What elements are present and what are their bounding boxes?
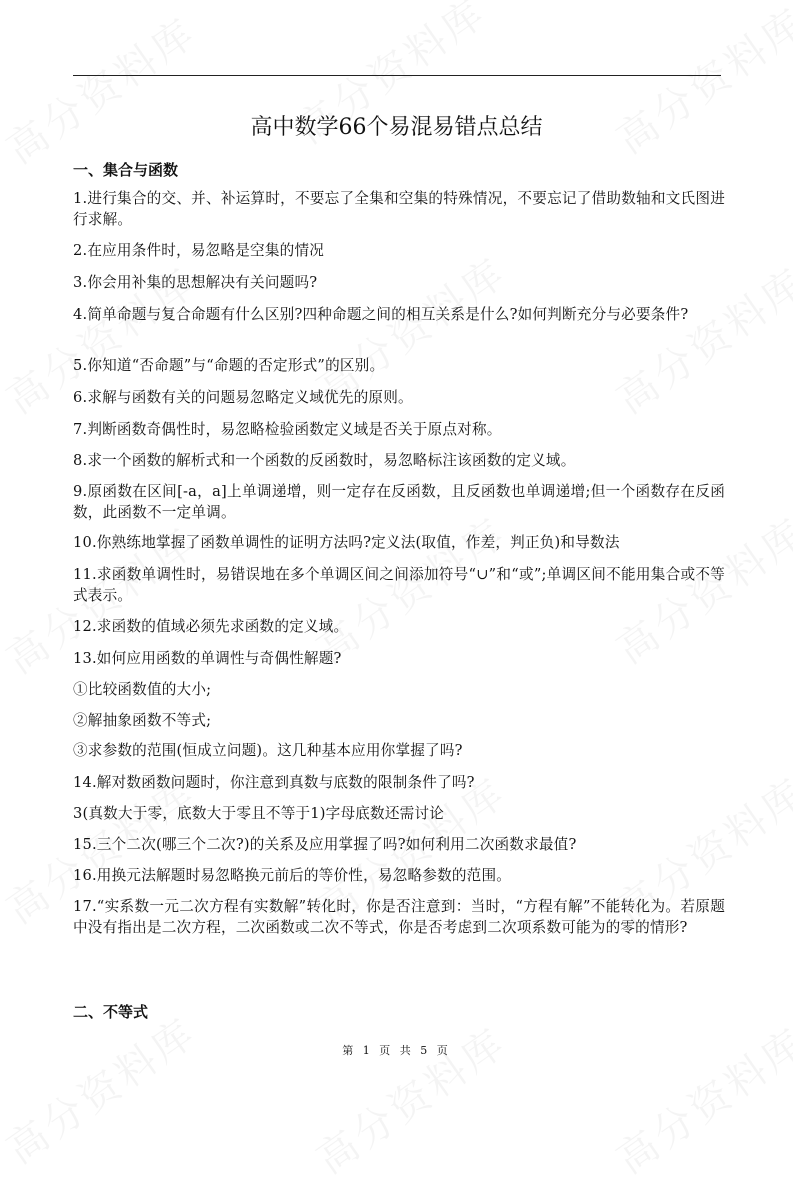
list-item: ②解抽象函数不等式; — [73, 712, 212, 729]
list-item: 8.求一个函数的解析式和一个函数的反函数时，易忽略标注该函数的定义域。 — [73, 452, 576, 469]
list-item: 4.简单命题与复合命题有什么区别?四种命题之间的相互关系是什么?如何判断充分与必要条件? — [73, 306, 689, 323]
list-item: 1.进行集合的交、并、补运算时，不要忘了全集和空集的特殊情况，不要忘记了借助数轴和文氏图进行求解。 — [73, 190, 725, 228]
list-item: ③求参数的范围(恒成立问题)。这几种基本应用你掌握了吗? — [73, 742, 463, 759]
list-item: 12.求函数的值域必须先求函数的定义域。 — [73, 618, 349, 635]
list-item: 9.原函数在区间[-a，a]上单调递增，则一定存在反函数，且反函数也单调递增;但一个函数存在反函数，此函数不一定单调。 — [73, 483, 725, 521]
page-title: 高中数学66个易混易错点总结 — [250, 115, 543, 140]
list-item: 10.你熟练地掌握了函数单调性的证明方法吗?定义法(取值，作差，判正负)和导数法 — [73, 534, 620, 551]
list-item: ①比较函数值的大小; — [73, 681, 212, 698]
list-item: 16.用换元法解题时易忽略换元前后的等价性，易忽略参数的范围。 — [73, 867, 512, 884]
list-item: 13.如何应用函数的单调性与奇偶性解题? — [73, 650, 342, 667]
list-item: 15.三个二次(哪三个二次?)的关系及应用掌握了吗?如何利用二次函数求最值? — [73, 836, 577, 853]
page-footer: 第 1 页 共 5 页 — [342, 1044, 451, 1057]
list-item: 11.求函数单调性时，易错误地在多个单调区间之间添加符号“∪”和“或”;单调区间不能用集合或不等式表示。 — [73, 566, 725, 604]
section-heading: 二、不等式 — [73, 1003, 149, 1021]
list-item: 3(真数大于零，底数大于零且不等于1)字母底数还需讨论 — [73, 805, 445, 822]
section-heading: 一、集合与函数 — [73, 161, 179, 179]
list-item: 5.你知道“否命题”与“命题的否定形式”的区别。 — [73, 357, 385, 374]
watermark — [604, 1012, 793, 1185]
list-item: 3.你会用补集的思想解决有关问题吗? — [73, 274, 318, 291]
list-item: 6.求解与函数有关的问题易忽略定义域优先的原则。 — [73, 389, 413, 406]
list-item: 7.判断函数奇偶性时，易忽略检验函数定义域是否关于原点对称。 — [73, 421, 502, 438]
list-item: 2.在应用条件时，易忽略是空集的情况 — [73, 242, 325, 259]
list-item: 14.解对数函数问题时，你注意到真数与底数的限制条件了吗? — [73, 774, 475, 791]
list-item: 17.“实系数一元二次方程有实数解”转化时，你是否注意到：当时，“方程有解”不能转化为。若原题中没有指出是二次方程，二次函数或二次不等式，你是否考虑到二次项系数可能为的零的情形? — [73, 898, 725, 936]
header-rule — [73, 75, 721, 76]
watermark — [0, 2, 206, 175]
watermark — [0, 1002, 206, 1175]
watermark — [304, 1012, 517, 1185]
